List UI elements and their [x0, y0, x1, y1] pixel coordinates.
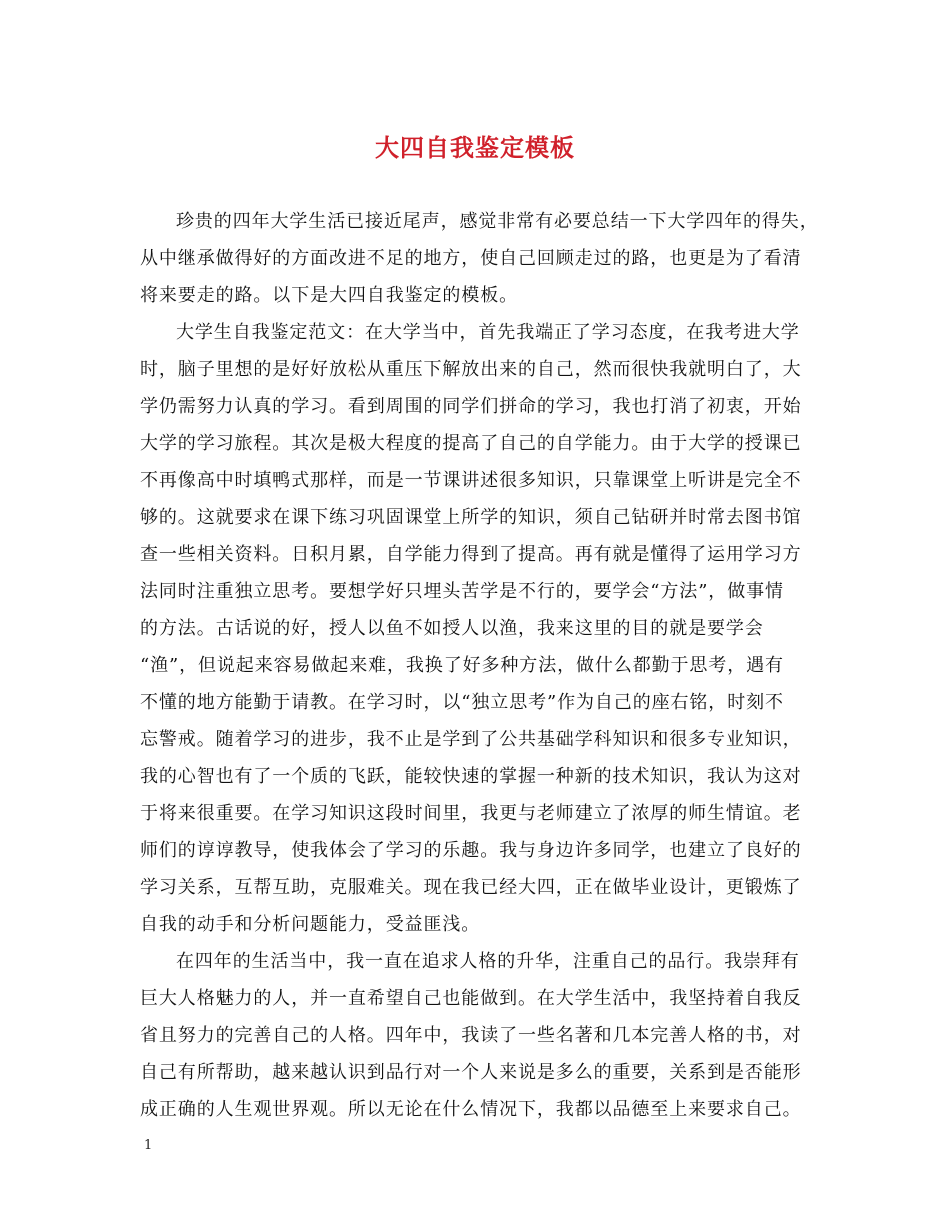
- text-line: 大学生自我鉴定范文：在大学当中，首先我端正了学习态度，在我考进大学: [176, 322, 800, 343]
- text-line: 将来要走的路。以下是大四自我鉴定的模板。: [140, 285, 518, 306]
- document-title: 大四自我鉴定模板: [375, 133, 575, 162]
- text-line: 我的心智也有了一个质的飞跃，能较快速的掌握一种新的技术知识，我认为这对: [140, 766, 802, 787]
- text-line: 珍贵的四年大学生活已接近尾声，感觉非常有必要总结一下大学四年的得失，: [176, 211, 819, 232]
- text-line: 学仍需努力认真的学习。看到周围的同学们拼命的学习，我也打消了初衷，开始: [140, 396, 802, 417]
- text-line: 学习关系，互帮互助，克服难关。现在我已经大四，正在做毕业设计，更锻炼了: [140, 877, 802, 898]
- text-line: 省且努力的完善自己的人格。四年中，我读了一些名著和几本完善人格的书，对: [140, 1025, 802, 1046]
- text-line: 巨大人格魅力的人，并一直希望自己也能做到。在大学生活中，我坚持着自我反: [140, 988, 802, 1009]
- text-line: 不懂的地方能勤于请教。在学习时，以“独立思考”作为自己的座右铭，时刻不: [140, 692, 784, 713]
- paragraph-character: [140, 943, 816, 1128]
- text-line: “渔”，但说起来容易做起来难，我换了好多种方法，做什么都勤于思考，遇有: [140, 655, 784, 676]
- text-line: 于将来很重要。在学习知识这段时间里，我更与老师建立了浓厚的师生情谊。老: [140, 803, 802, 824]
- text-line: 从中继承做得好的方面改进不足的地方，使自己回顾走过的路，也更是为了看清: [140, 248, 802, 269]
- text-line: 忘警戒。随着学习的进步，我不止是学到了公共基础学科知识和很多专业知识，: [140, 729, 802, 750]
- document-body: [140, 203, 819, 1128]
- text-line: 够的。这就要求在课下练习巩固课堂上所学的知识，须自己钻研并时常去图书馆: [140, 507, 802, 528]
- text-line: 查一些相关资料。日积月累，自学能力得到了提高。再有就是懂得了运用学习方: [140, 544, 802, 565]
- text-line: 在四年的生活当中，我一直在追求人格的升华，注重自己的品行。我崇拜有: [176, 951, 800, 972]
- text-line: 的方法。古话说的好，授人以鱼不如授人以渔，我来这里的目的就是要学会: [140, 618, 764, 639]
- text-line: 自己有所帮助，越来越认识到品行对一个人来说是多么的重要，关系到是否能形: [140, 1062, 802, 1083]
- text-line: 自我的动手和分析问题能力，受益匪浅。: [140, 914, 481, 935]
- text-line: 法同时注重独立思考。要想学好只埋头苦学是不行的，要学会“方法”，做事情: [140, 581, 784, 602]
- text-line: 时，脑子里想的是好好放松从重压下解放出来的自己，然而很快我就明白了，大: [140, 359, 802, 380]
- paragraph-study: [140, 314, 816, 943]
- paragraph-intro: [140, 203, 819, 314]
- text-line: 大学的学习旅程。其次是极大程度的提高了自己的自学能力。由于大学的授课已: [140, 433, 802, 454]
- page-number: 1: [144, 1138, 153, 1153]
- text-line: 成正确的人生观世界观。所以无论在什么情况下，我都以品德至上来要求自己。: [140, 1099, 802, 1120]
- text-line: 不再像高中时填鸭式那样，而是一节课讲述很多知识，只靠课堂上听讲是完全不: [140, 470, 802, 491]
- text-line: 师们的谆谆教导，使我体会了学习的乐趣。我与身边许多同学，也建立了良好的: [140, 840, 802, 861]
